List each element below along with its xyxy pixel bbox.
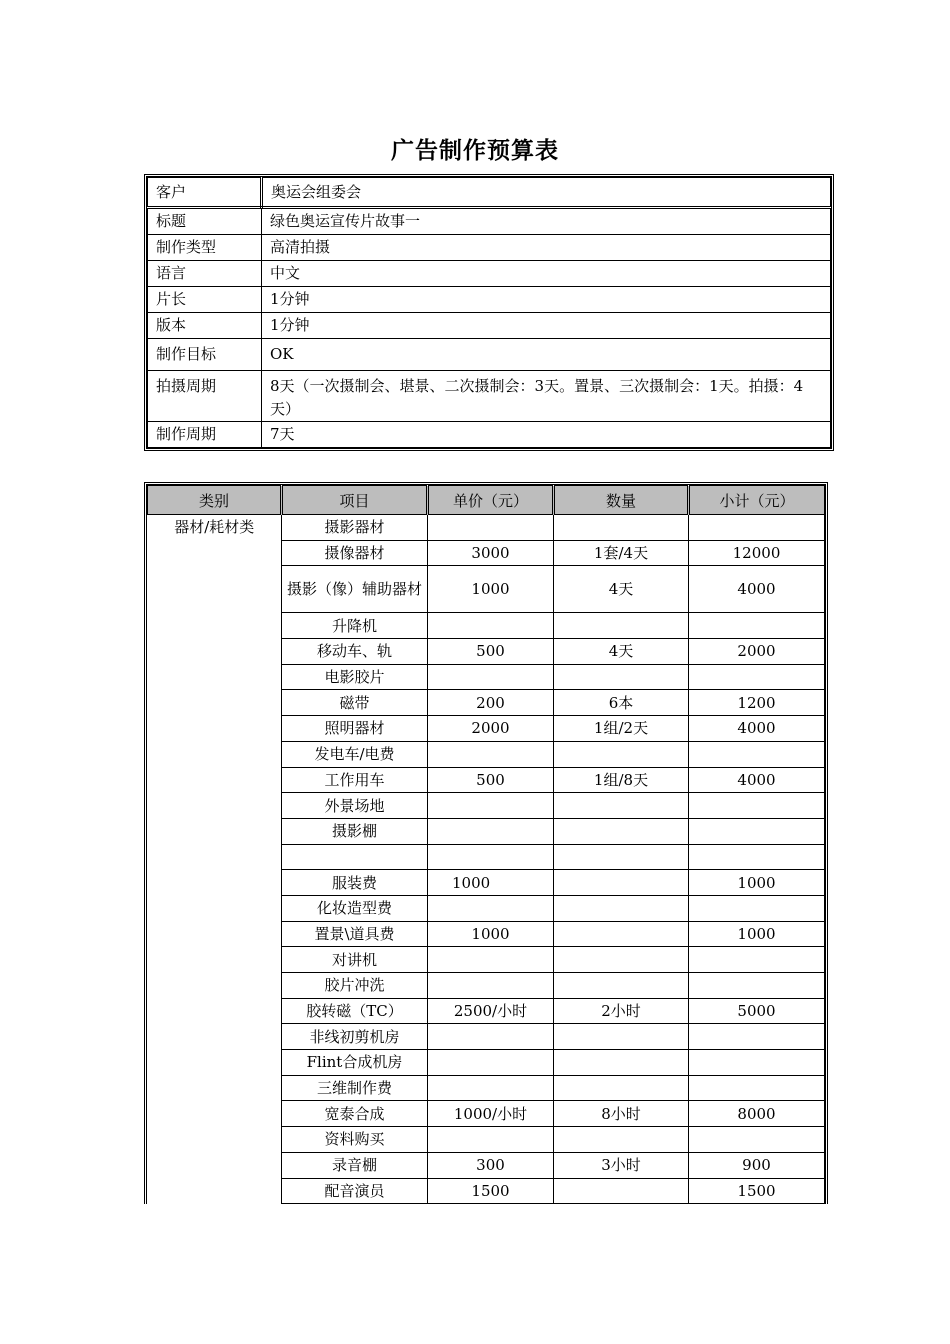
column-header-subtotal: 小计（元） <box>689 486 825 515</box>
quantity-cell: 2小时 <box>554 998 689 1024</box>
info-value: 1分钟 <box>262 313 831 339</box>
quantity-cell: 4天 <box>554 566 689 613</box>
info-value: 绿色奥运宣传片故事一 <box>262 208 831 235</box>
unit-price-cell: 2500/小时 <box>428 998 554 1024</box>
item-cell: 照明器材 <box>282 716 428 742</box>
quantity-cell <box>554 947 689 973</box>
info-row-client <box>148 178 831 208</box>
unit-price-cell <box>428 818 554 844</box>
subtotal-cell <box>689 613 825 639</box>
quantity-cell <box>554 664 689 690</box>
info-label: 拍摄周期 <box>148 371 262 422</box>
item-cell: 宽泰合成 <box>282 1101 428 1127</box>
info-value: 7天 <box>262 422 831 448</box>
info-label: 标题 <box>148 208 262 235</box>
unit-price-cell: 1000 <box>428 870 554 896</box>
item-cell: 对讲机 <box>282 947 428 973</box>
info-row-production-type <box>148 235 831 261</box>
quantity-cell: 6本 <box>554 690 689 716</box>
info-row-version <box>148 313 831 339</box>
subtotal-cell: 8000 <box>689 1101 825 1127</box>
info-label: 制作目标 <box>148 339 262 371</box>
info-value: 8天（一次摄制会、堪景、二次摄制会：3天。置景、三次摄制会：1天。拍摄：4天） <box>262 371 831 422</box>
unit-price-cell <box>428 1075 554 1101</box>
item-cell: 移动车、轨 <box>282 639 428 665</box>
unit-price-cell: 300 <box>428 1152 554 1178</box>
budget-table <box>144 482 828 1204</box>
item-cell: 置景\道具费 <box>282 921 428 947</box>
unit-price-cell <box>428 1127 554 1153</box>
subtotal-cell <box>689 1050 825 1076</box>
subtotal-cell <box>689 515 825 541</box>
item-cell: 胶转磁（TC） <box>282 998 428 1024</box>
info-label: 语言 <box>148 261 262 287</box>
item-cell: 录音棚 <box>282 1152 428 1178</box>
info-row-goal <box>148 339 831 371</box>
quantity-cell <box>554 613 689 639</box>
item-cell: 发电车/电费 <box>282 741 428 767</box>
quantity-cell <box>554 921 689 947</box>
quantity-cell: 1套/4天 <box>554 540 689 566</box>
project-info-table <box>144 174 834 451</box>
subtotal-cell: 1500 <box>689 1178 825 1204</box>
unit-price-cell <box>428 973 554 999</box>
info-label: 片长 <box>148 287 262 313</box>
item-cell: 化妆造型费 <box>282 895 428 921</box>
quantity-cell <box>554 1178 689 1204</box>
subtotal-cell: 4000 <box>689 767 825 793</box>
unit-price-cell: 1500 <box>428 1178 554 1204</box>
column-header-category: 类别 <box>148 486 282 515</box>
unit-price-cell: 1000 <box>428 921 554 947</box>
quantity-cell <box>554 515 689 541</box>
info-value: 奥运会组委会 <box>262 178 831 208</box>
quantity-cell: 4天 <box>554 639 689 665</box>
unit-price-cell: 1000 <box>428 566 554 613</box>
quantity-cell <box>554 1075 689 1101</box>
unit-price-cell <box>428 793 554 819</box>
item-cell: 服装费 <box>282 870 428 896</box>
subtotal-cell <box>689 895 825 921</box>
quantity-cell <box>554 844 689 870</box>
unit-price-cell <box>428 1050 554 1076</box>
budget-body <box>148 515 825 1204</box>
quantity-cell <box>554 1050 689 1076</box>
info-row-title <box>148 208 831 235</box>
item-cell: 资料购买 <box>282 1127 428 1153</box>
subtotal-cell: 1000 <box>689 870 825 896</box>
quantity-cell: 1组/8天 <box>554 767 689 793</box>
item-cell: 配音演员 <box>282 1178 428 1204</box>
quantity-cell <box>554 973 689 999</box>
subtotal-cell <box>689 1024 825 1050</box>
quantity-cell <box>554 870 689 896</box>
subtotal-cell: 1200 <box>689 690 825 716</box>
quantity-cell <box>554 818 689 844</box>
unit-price-cell <box>428 741 554 767</box>
quantity-cell: 8小时 <box>554 1101 689 1127</box>
budget-header-row <box>148 486 825 515</box>
category-cell: 器材/耗材类 <box>148 515 282 1204</box>
subtotal-cell <box>689 973 825 999</box>
quantity-cell <box>554 793 689 819</box>
subtotal-cell <box>689 818 825 844</box>
item-cell: 摄影（像）辅助器材 <box>282 566 428 613</box>
subtotal-cell <box>689 844 825 870</box>
column-header-item: 项目 <box>282 486 428 515</box>
subtotal-cell: 5000 <box>689 998 825 1024</box>
item-cell: 工作用车 <box>282 767 428 793</box>
item-cell: 胶片冲洗 <box>282 973 428 999</box>
subtotal-cell: 1000 <box>689 921 825 947</box>
quantity-cell <box>554 895 689 921</box>
item-cell: 摄像器材 <box>282 540 428 566</box>
info-row-language <box>148 261 831 287</box>
item-cell: 非线初剪机房 <box>282 1024 428 1050</box>
unit-price-cell: 500 <box>428 639 554 665</box>
item-cell: 三维制作费 <box>282 1075 428 1101</box>
item-cell: 外景场地 <box>282 793 428 819</box>
info-row-shooting-period <box>148 371 831 422</box>
subtotal-cell: 4000 <box>689 716 825 742</box>
subtotal-cell <box>689 1075 825 1101</box>
info-value: 高清拍摄 <box>262 235 831 261</box>
subtotal-cell: 900 <box>689 1152 825 1178</box>
unit-price-cell <box>428 664 554 690</box>
unit-price-cell: 3000 <box>428 540 554 566</box>
unit-price-cell <box>428 947 554 973</box>
item-cell: Flint合成机房 <box>282 1050 428 1076</box>
unit-price-cell <box>428 1024 554 1050</box>
subtotal-cell: 12000 <box>689 540 825 566</box>
unit-price-cell <box>428 515 554 541</box>
item-cell: 摄影器材 <box>282 515 428 541</box>
subtotal-cell: 4000 <box>689 566 825 613</box>
info-value: 1分钟 <box>262 287 831 313</box>
quantity-cell <box>554 1127 689 1153</box>
item-cell: 升降机 <box>282 613 428 639</box>
page-title: 广告制作预算表 <box>391 138 559 164</box>
info-label: 版本 <box>148 313 262 339</box>
info-label: 制作周期 <box>148 422 262 448</box>
column-header-unit-price: 单价（元） <box>428 486 554 515</box>
unit-price-cell <box>428 844 554 870</box>
info-value: OK <box>262 339 831 371</box>
unit-price-cell <box>428 613 554 639</box>
quantity-cell <box>554 1024 689 1050</box>
item-cell: 摄影棚 <box>282 818 428 844</box>
unit-price-cell: 500 <box>428 767 554 793</box>
subtotal-cell <box>689 741 825 767</box>
info-row-length <box>148 287 831 313</box>
subtotal-cell <box>689 1127 825 1153</box>
info-label: 制作类型 <box>148 235 262 261</box>
item-cell <box>282 844 428 870</box>
unit-price-cell <box>428 895 554 921</box>
info-row-production-period <box>148 422 831 448</box>
item-cell: 电影胶片 <box>282 664 428 690</box>
quantity-cell: 3小时 <box>554 1152 689 1178</box>
quantity-cell: 1组/2天 <box>554 716 689 742</box>
unit-price-cell: 2000 <box>428 716 554 742</box>
table-row <box>148 515 825 541</box>
unit-price-cell: 200 <box>428 690 554 716</box>
unit-price-cell: 1000/小时 <box>428 1101 554 1127</box>
quantity-cell <box>554 741 689 767</box>
subtotal-cell <box>689 947 825 973</box>
subtotal-cell <box>689 793 825 819</box>
item-cell: 磁带 <box>282 690 428 716</box>
subtotal-cell: 2000 <box>689 639 825 665</box>
info-label: 客户 <box>148 178 262 208</box>
subtotal-cell <box>689 664 825 690</box>
info-value: 中文 <box>262 261 831 287</box>
column-header-quantity: 数量 <box>554 486 689 515</box>
